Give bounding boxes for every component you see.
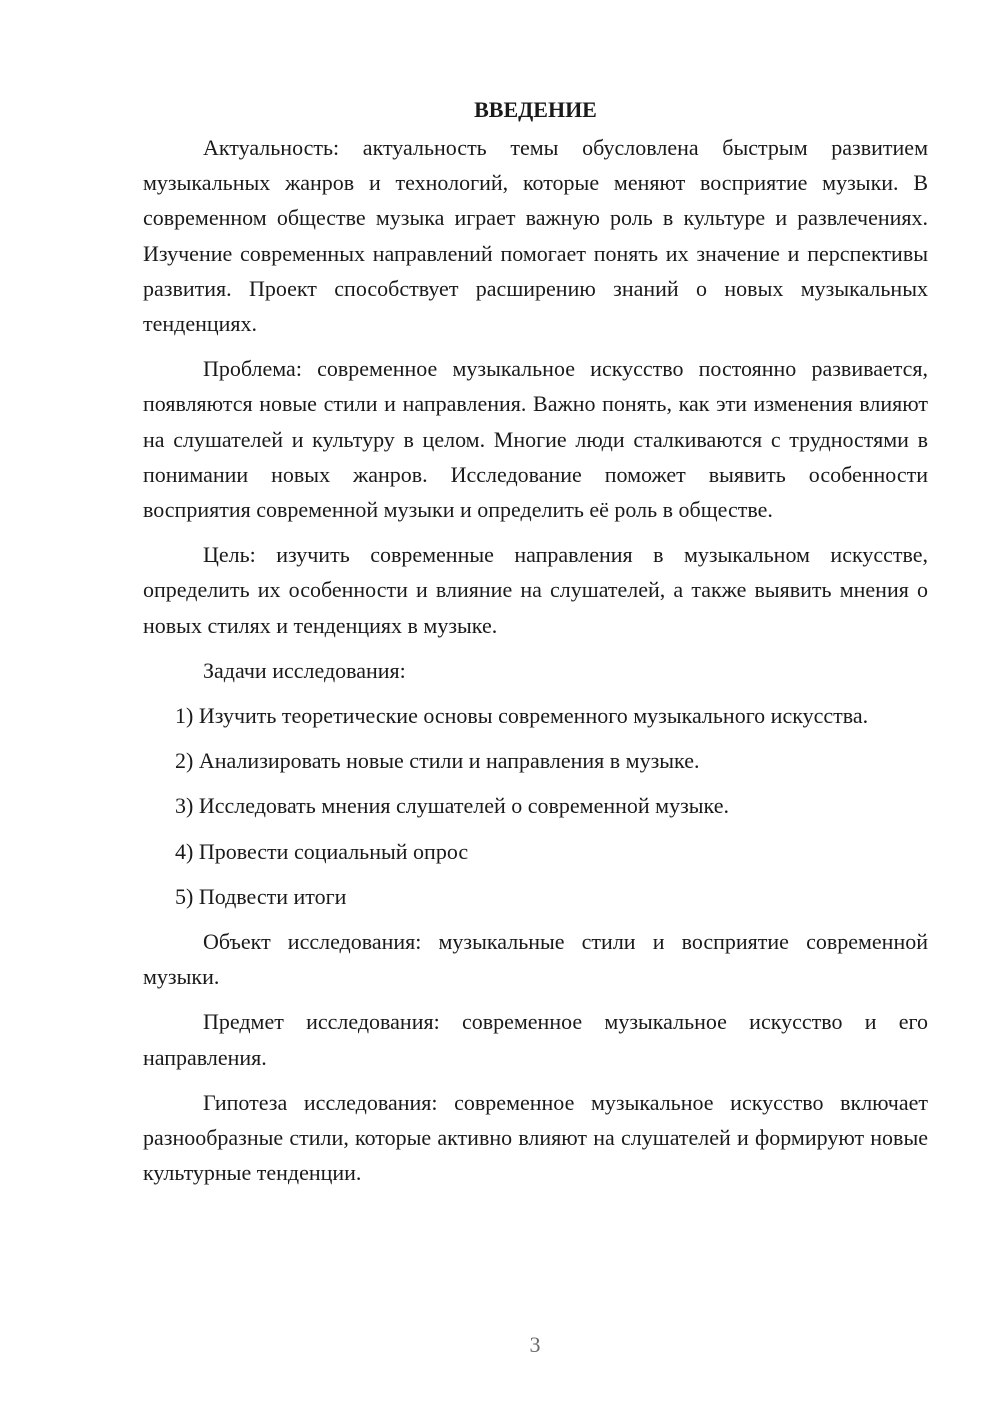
section-heading: ВВЕДЕНИЕ [474, 97, 597, 122]
paragraph-goal: Цель: изучить современные направления в музыкальном искусстве, определить их особенности и влияние на слушателей, а также выявить мнения о новых стилях и тенденциях в музыке. [143, 542, 928, 638]
task-item-1: 1) Изучить теоретические основы современного музыкального искусства. [175, 703, 869, 729]
page-number: 3 [529, 1332, 541, 1357]
paragraph-problem: Проблема: современное музыкальное искусство постоянно развивается, появляются новые стили и направления. Важно понять, как эти изменения влияют на слушателей и культуру в целом. Многие люди сталкиваются с трудностями в понимании новых жанров. Исследование поможет выявить особенности восприятия современной музыки и определить её роль в обществе. [143, 356, 928, 523]
paragraph-hypothesis: Гипотеза исследования: современное музыкальное искусство включает разнообразные стили, которые активно влияют на слушателей и формируют новые культурные тенденции. [143, 1089, 928, 1186]
tasks-title: Задачи исследования: [203, 657, 406, 683]
paragraph-object: Объект исследования: музыкальные стили и восприятие современной музыки. [143, 929, 928, 990]
document-page [143, 92, 928, 1200]
task-item-5: 5) Подвести итоги [175, 883, 347, 909]
task-item-3: 3) Исследовать мнения слушателей о современной музыке. [175, 793, 729, 819]
paragraph-relevance: Актуальность: актуальность темы обусловлена быстрым развитием музыкальных жанров и технологий, которые меняют восприятие музыки. В современном обществе музыка играет важную роль в культуре и развлечениях. Изучение современных направлений помогает понять их значение и перспективы развития. Проект способствует расширению знаний о новых музыкальных тенденциях. [143, 135, 928, 337]
task-item-2: 2) Анализировать новые стили и направления в музыке. [175, 748, 700, 774]
paragraph-subject: Предмет исследования: современное музыкальное искусство и его направления. [143, 1009, 928, 1070]
task-item-4: 4) Провести социальный опрос [175, 838, 469, 864]
